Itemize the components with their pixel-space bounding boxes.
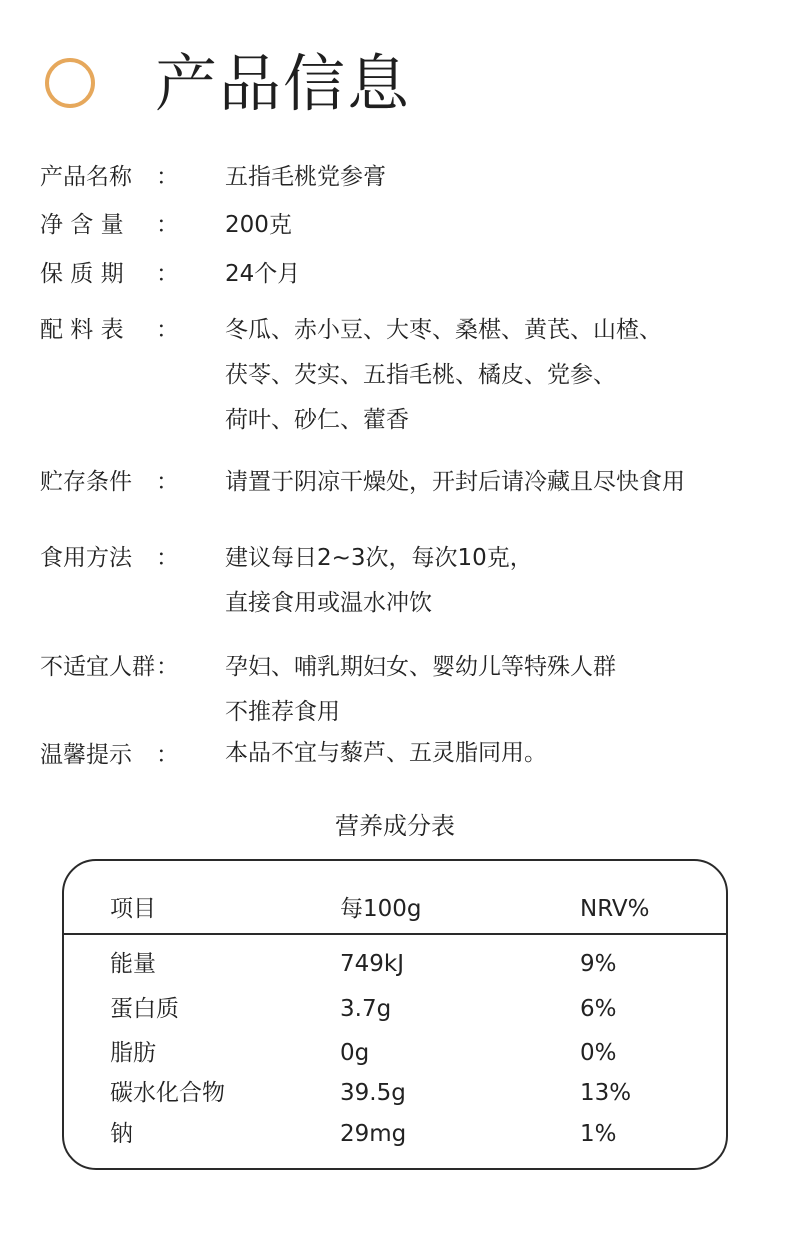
ingredients-label: 配 料 表: [40, 317, 124, 343]
usage-line: 直接食用或温水冲饮: [225, 590, 432, 616]
colon: ：: [156, 212, 179, 238]
row-nrv: 13%: [580, 1080, 632, 1106]
row-item: 脂肪: [110, 1040, 156, 1066]
usage-line: 建议每日2~3次，每次10克，: [225, 545, 533, 571]
header-item: 项目: [110, 896, 156, 922]
product-name-value: 五指毛桃党参膏: [225, 164, 386, 190]
colon: ：: [156, 164, 179, 190]
unsuitable-value: [225, 645, 616, 735]
tips-label: 温馨提示: [40, 742, 132, 768]
shelf-life-value: 24个月: [225, 261, 301, 287]
page-title: 产品信息: [155, 47, 412, 120]
row-nrv: 9%: [580, 951, 617, 977]
storage-value: 请置于阴凉干燥处，开封后请冷藏且尽快食用: [225, 469, 685, 495]
row-amount: 0g: [340, 1040, 370, 1066]
row-item: 能量: [110, 951, 156, 977]
ingredients-line: 冬瓜、赤小豆、大枣、桑椹、黄芪、山楂、: [225, 317, 662, 343]
colon: ：: [156, 545, 179, 571]
row-nrv: 0%: [580, 1040, 617, 1066]
ingredients-line: 茯苓、芡实、五指毛桃、橘皮、党参、: [225, 362, 616, 388]
storage-label: 贮存条件: [40, 469, 132, 495]
header-nrv: NRV%: [580, 896, 650, 922]
row-item: 碳水化合物: [110, 1080, 225, 1106]
product-name-label: 产品名称: [40, 164, 132, 190]
colon: ：: [156, 742, 179, 768]
row-amount: 749kJ: [340, 951, 405, 977]
shelf-life-label: 保 质 期: [40, 261, 124, 287]
colon: ：: [156, 654, 179, 680]
row-item: 钠: [110, 1121, 133, 1147]
row-item: 蛋白质: [110, 996, 179, 1022]
colon: ：: [156, 261, 179, 287]
net-content-value: 200克: [225, 212, 292, 238]
ingredients-value: [225, 308, 662, 443]
row-nrv: 1%: [580, 1121, 617, 1147]
circle-icon: [45, 58, 95, 108]
ingredients-line: 荷叶、砂仁、藿香: [225, 407, 409, 433]
nutrition-title: 营养成分表: [335, 812, 455, 840]
unsuitable-line: 不推荐食用: [225, 699, 340, 725]
table-divider: [62, 933, 728, 935]
row-nrv: 6%: [580, 996, 617, 1022]
tips-value: 本品不宜与藜芦、五灵脂同用。: [225, 740, 547, 766]
row-amount: 29mg: [340, 1121, 407, 1147]
row-amount: 39.5g: [340, 1080, 406, 1106]
header-per-100g: 每100g: [340, 896, 422, 922]
usage-label: 食用方法: [40, 545, 132, 571]
colon: ：: [156, 317, 179, 343]
colon: ：: [156, 469, 179, 495]
usage-value: [225, 536, 533, 626]
unsuitable-label: 不适宜人群: [40, 654, 155, 680]
net-content-label: 净 含 量: [40, 212, 124, 238]
unsuitable-line: 孕妇、哺乳期妇女、婴幼儿等特殊人群: [225, 654, 616, 680]
row-amount: 3.7g: [340, 996, 392, 1022]
